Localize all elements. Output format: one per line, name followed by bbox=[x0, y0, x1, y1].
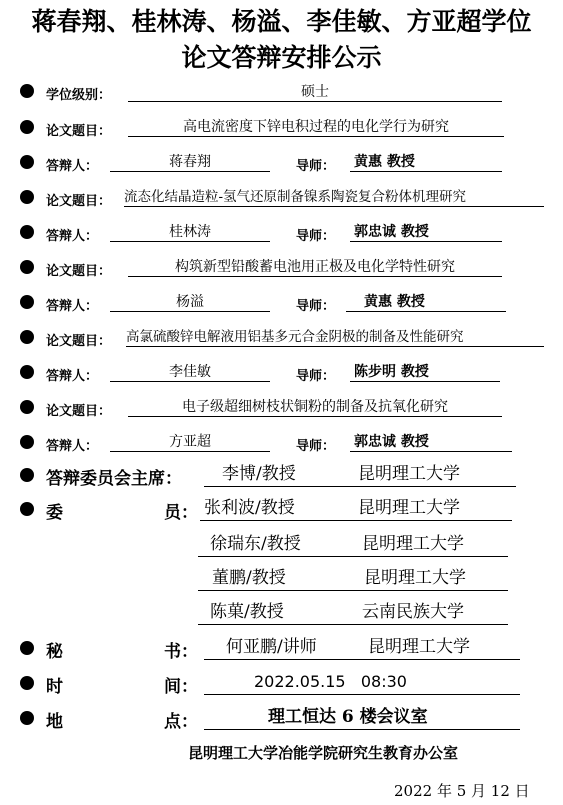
degree-level-value: 硕士 bbox=[128, 83, 502, 102]
defender-row-1 bbox=[0, 148, 563, 178]
committee-member-row-3 bbox=[0, 564, 563, 594]
time-row bbox=[0, 668, 563, 698]
bullet-icon bbox=[20, 295, 34, 309]
underline bbox=[204, 659, 520, 660]
secretary-row bbox=[0, 633, 563, 663]
underline bbox=[204, 694, 520, 695]
place-value: 理工恒达 6 楼会议室 bbox=[268, 707, 428, 727]
defender-label: 答辩人： bbox=[46, 439, 99, 454]
thesis-title-label: 论文题目： bbox=[46, 404, 112, 419]
bullet-icon bbox=[20, 260, 34, 274]
defender-label: 答辩人： bbox=[46, 159, 99, 174]
committee-member-org: 昆明理工大学 bbox=[362, 534, 464, 554]
bullet-icon bbox=[20, 225, 34, 239]
issuing-office: 昆明理工大学冶能学院研究生教育办公室 bbox=[188, 744, 459, 762]
committee-member-name: 董鹏/教授 bbox=[212, 568, 286, 588]
place-label-1: 地 bbox=[46, 712, 63, 732]
secretary-label-2: 书： bbox=[164, 642, 198, 662]
committee-member-label-2: 员： bbox=[164, 503, 198, 523]
bullet-icon bbox=[20, 676, 34, 690]
issue-date: 2022 年 5 月 12 日 bbox=[394, 782, 530, 800]
advisor-label: 导师： bbox=[296, 439, 336, 454]
bullet-icon bbox=[20, 641, 34, 655]
defender-label: 答辩人： bbox=[46, 229, 99, 244]
defender-row-2 bbox=[0, 218, 563, 248]
thesis-title-label: 论文题目： bbox=[46, 264, 112, 279]
committee-member-org: 云南民族大学 bbox=[362, 602, 464, 622]
advisor-label: 导师： bbox=[296, 229, 336, 244]
advisor-name: 郭忠诚 教授 bbox=[350, 223, 502, 242]
thesis-title-value: 电子级超细树枝状铜粉的制备及抗氧化研究 bbox=[128, 398, 502, 417]
bullet-icon bbox=[20, 711, 34, 725]
defender-name: 李佳敏 bbox=[110, 363, 270, 382]
underline bbox=[204, 486, 516, 487]
committee-member-name: 徐瑞东/教授 bbox=[210, 534, 301, 554]
advisor-name: 黄惠 教授 bbox=[350, 153, 502, 172]
bullet-icon bbox=[20, 400, 34, 414]
thesis-title-row-2 bbox=[0, 183, 563, 213]
bullet-icon bbox=[20, 365, 34, 379]
time-label-2: 间： bbox=[164, 677, 198, 697]
bullet-icon bbox=[20, 468, 34, 482]
underline bbox=[204, 729, 520, 730]
bullet-icon bbox=[20, 502, 34, 516]
committee-chair-label: 答辩委员会主席： bbox=[46, 469, 182, 489]
committee-member-row-2 bbox=[0, 530, 563, 560]
thesis-title-row-4 bbox=[0, 323, 563, 353]
thesis-title-row-1 bbox=[0, 113, 563, 143]
thesis-title-label: 论文题目： bbox=[46, 124, 112, 139]
page-title-line-2: 论文答辩安排公示 bbox=[181, 43, 382, 72]
place-row bbox=[0, 703, 563, 733]
thesis-title-value: 构筑新型铅酸蓄电池用正极及电化学特性研究 bbox=[128, 258, 502, 277]
defender-name: 蒋春翔 bbox=[110, 153, 270, 172]
advisor-name: 郭忠诚 教授 bbox=[350, 433, 512, 452]
bullet-icon bbox=[20, 435, 34, 449]
underline bbox=[198, 556, 508, 557]
committee-chair-name: 李博/教授 bbox=[222, 464, 296, 484]
secretary-org: 昆明理工大学 bbox=[368, 637, 470, 657]
thesis-title-label: 论文题目： bbox=[46, 334, 112, 349]
thesis-title-row-3 bbox=[0, 253, 563, 283]
committee-chair-row bbox=[0, 460, 563, 490]
bullet-icon bbox=[20, 330, 34, 344]
thesis-title-value: 流态化结晶造粒-氢气还原制备镍系陶瓷复合粉体机理研究 bbox=[124, 188, 544, 207]
defender-row-5 bbox=[0, 428, 563, 458]
advisor-label: 导师： bbox=[296, 369, 336, 384]
defender-row-4 bbox=[0, 358, 563, 388]
bullet-icon bbox=[20, 155, 34, 169]
defender-row-3 bbox=[0, 288, 563, 318]
committee-member-org: 昆明理工大学 bbox=[364, 568, 466, 588]
defender-name: 方亚超 bbox=[110, 433, 270, 452]
committee-member-row-4 bbox=[0, 598, 563, 628]
page-title-line-1: 蒋春翔、桂林涛、杨溢、李佳敏、方亚超学位 bbox=[31, 7, 532, 36]
time-value: 2022.05.15 08:30 bbox=[254, 672, 407, 691]
committee-member-label-1: 委 bbox=[46, 503, 63, 523]
underline bbox=[198, 590, 508, 591]
secretary-name: 何亚鹏/讲师 bbox=[226, 637, 317, 657]
advisor-label: 导师： bbox=[296, 159, 336, 174]
defender-name: 桂林涛 bbox=[110, 223, 270, 242]
bullet-icon bbox=[20, 120, 34, 134]
degree-level-row bbox=[0, 78, 563, 108]
defender-label: 答辩人： bbox=[46, 369, 99, 384]
thesis-title-row-5 bbox=[0, 393, 563, 423]
thesis-title-label: 论文题目： bbox=[46, 194, 112, 209]
thesis-title-value: 高氯硫酸锌电解液用铝基多元合金阴极的制备及性能研究 bbox=[126, 328, 544, 347]
bullet-icon bbox=[20, 190, 34, 204]
defender-label: 答辩人： bbox=[46, 299, 99, 314]
advisor-name: 陈步明 教授 bbox=[350, 363, 500, 382]
underline bbox=[200, 520, 512, 521]
place-label-2: 点： bbox=[164, 712, 198, 732]
committee-member-org: 昆明理工大学 bbox=[358, 498, 460, 518]
advisor-name: 黄惠 教授 bbox=[346, 293, 506, 312]
committee-chair-org: 昆明理工大学 bbox=[358, 464, 460, 484]
committee-member-name: 陈菓/教授 bbox=[210, 602, 284, 622]
secretary-label-1: 秘 bbox=[46, 642, 63, 662]
defender-name: 杨溢 bbox=[110, 293, 270, 312]
bullet-icon bbox=[20, 84, 34, 98]
time-label-1: 时 bbox=[46, 677, 63, 697]
advisor-label: 导师： bbox=[296, 299, 336, 314]
thesis-title-value: 高电流密度下锌电积过程的电化学行为研究 bbox=[128, 118, 504, 137]
committee-member-row-1 bbox=[0, 494, 563, 524]
underline bbox=[198, 624, 508, 625]
degree-level-label: 学位级别： bbox=[46, 88, 112, 103]
committee-member-name: 张利波/教授 bbox=[204, 498, 295, 518]
